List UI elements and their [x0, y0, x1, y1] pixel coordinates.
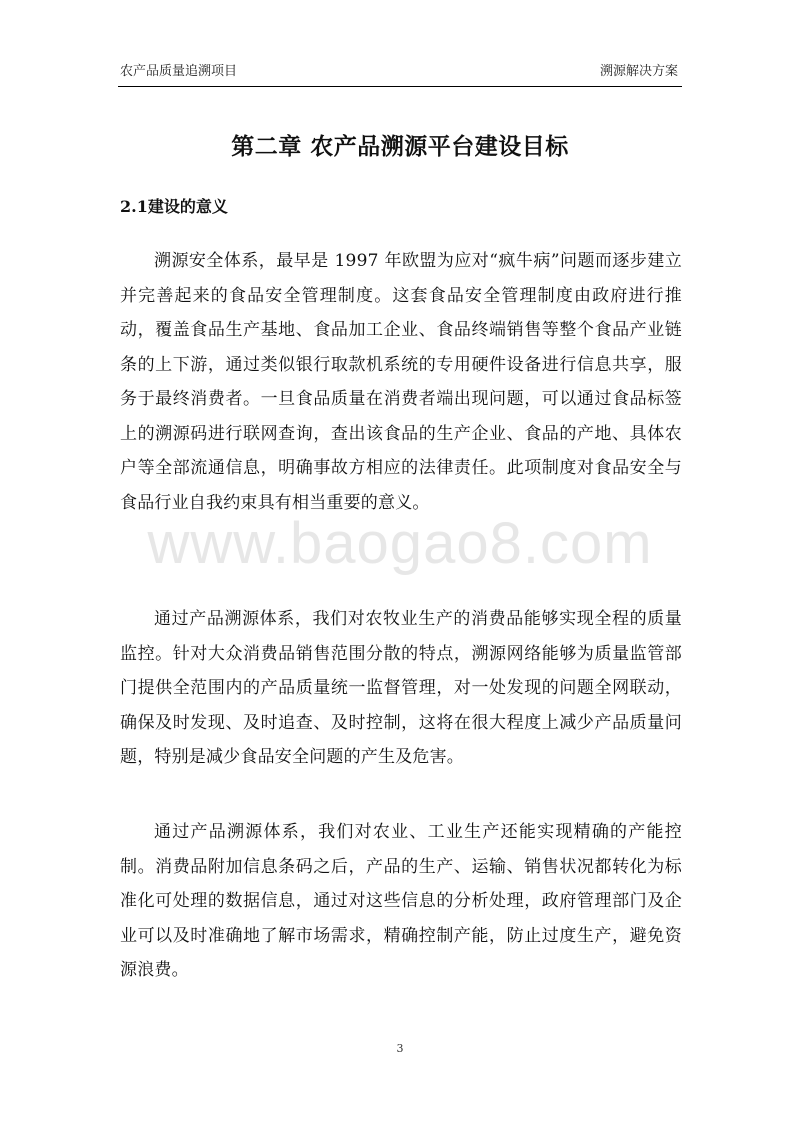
paragraph-capacity-control: 通过产品溯源体系，我们对农业、工业生产还能实现精确的产能控制。消费品附加信息条码之后，产品的生产、运输、销售状况都转化为标准化可处理的数据信息，通过对这些信息的分析处理，政府管理部门及企业可以及时准确地了解市场需求，精确控制产能，防止过度生产，避免资源浪费。 [120, 822, 682, 980]
chapter-title: 第二章 农产品溯源平台建设目标 [231, 133, 569, 160]
paragraph-quality-monitoring: 通过产品溯源体系，我们对农牧业生产的消费品能够实现全程的质量监控。针对大众消费品销售范围分散的特点，溯源网络能够为质量监管部门提供全范围内的产品质量统一监督管理，对一处发现的问题全网联动，确保及时发现、及时追查、及时控制，这将在很大程度上减少产品质量问题，特别是减少食品安全问题的产生及危害。 [120, 609, 682, 767]
watermark: www.baogao8.com [147, 511, 653, 576]
section-title: 2.1建设的意义 [120, 197, 228, 216]
page-header [118, 58, 682, 87]
header-section-label: 溯源解决方案 [599, 64, 678, 79]
paragraph-origin: 溯源安全体系，最早是 1997 年欧盟为应对“疯牛病”问题而逐步建立并完善起来的食品安全管理制度。这套食品安全管理制度由政府进行推动，覆盖食品生产基地、食品加工企业、食品终端销售等整个食品产业链条的上下游，通过类似银行取款机系统的专用硬件设备进行信息共享，服务于最终消费者。一旦食品质量在消费者端出现问题，可以通过食品标签上的溯源码进行联网查询，查出该食品的生产企业、食品的产地、具体农户等全部流通信息，明确事故方相应的法律责任。此项制度对食品安全与食品行业自我约束具有相当重要的意义。 [120, 251, 682, 513]
page-number: 3 [396, 1042, 404, 1055]
header-document-title: 农产品质量追溯项目 [120, 64, 238, 79]
